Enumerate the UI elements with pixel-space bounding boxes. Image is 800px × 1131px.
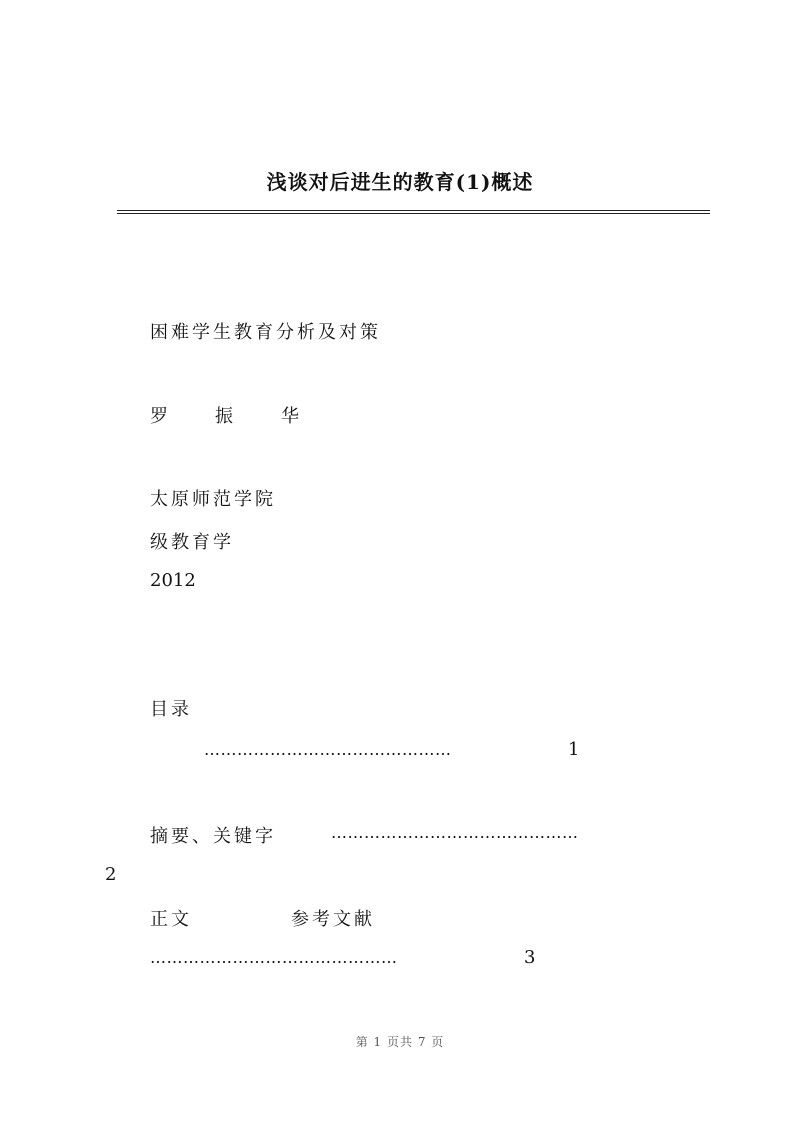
author-char-2: 振 [215,406,236,427]
toc-entry-1-page: 1 [568,739,580,760]
document-title: 浅谈对后进生的教育(1)概述 [266,170,534,194]
toc-entry-3-page: 3 [524,947,536,968]
author-char-1: 罗 [150,406,171,427]
year: 2012 [150,570,196,591]
affiliation: 太原师范学院 [150,489,276,510]
author-char-3: 华 [281,406,302,427]
toc-entry-3-dots: ……………………………………… [150,948,398,967]
toc-entry-3-label-main: 正文 [150,909,192,930]
grade-major: 级教育学 [150,532,234,553]
header-rule [117,210,710,214]
document-subtitle: 困难学生教育分析及对策 [150,322,381,343]
toc-entry-2-page: 2 [105,864,117,885]
toc-entry-2-dots: ……………………………………… [331,823,579,842]
toc-entry-2-label: 摘要、关键字 [150,826,276,847]
toc-heading: 目录 [150,699,192,720]
toc-entry-3-label-references: 参考文献 [291,909,375,930]
page-footer: 第 1 页共 7 页 [355,1035,445,1049]
toc-entry-1-dots: ……………………………………… [204,740,452,759]
